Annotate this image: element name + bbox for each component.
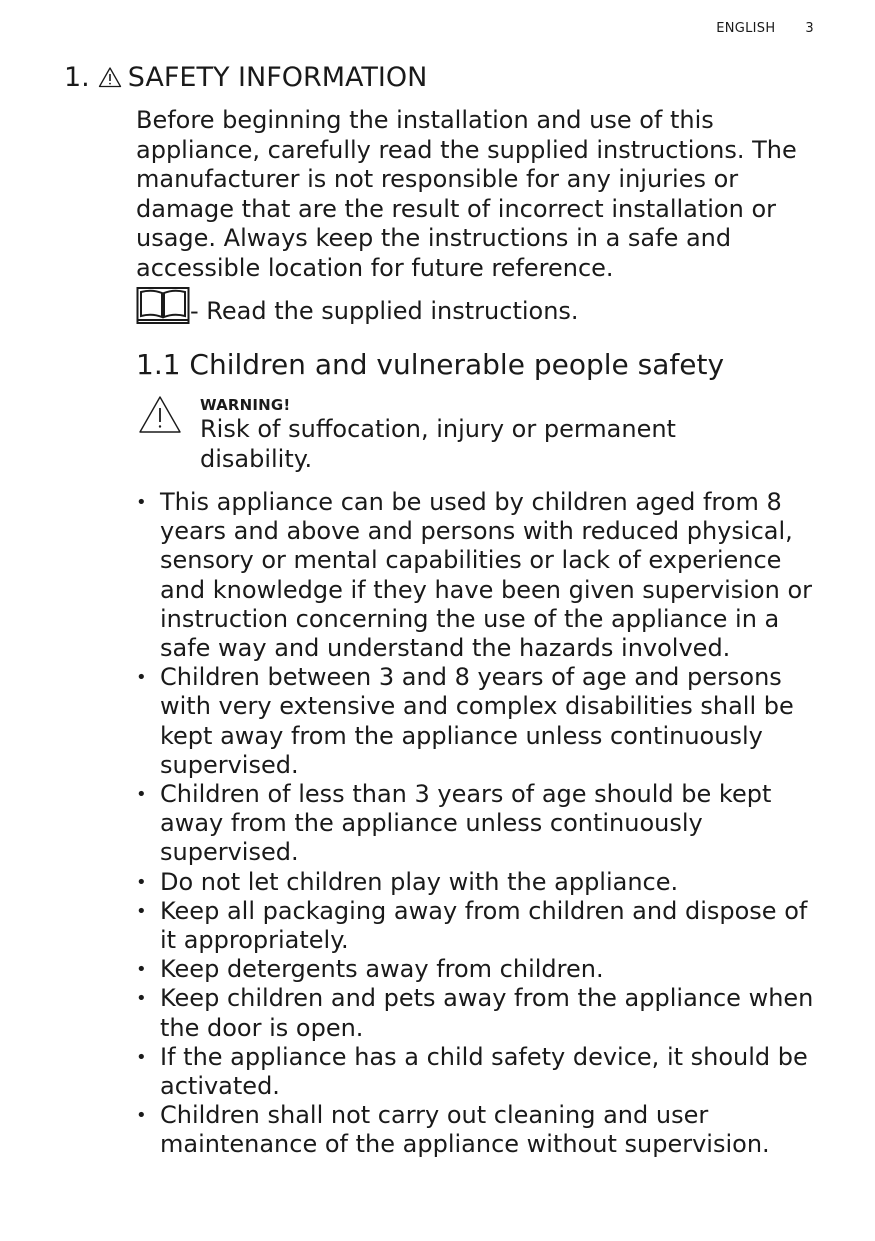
intro-paragraph: Before beginning the installation and use of this appliance, carefully read the supplied instructions. The manufacturer is not responsible for any injuries or damage that are the result of incorrect installation or usage. Always keep the instructions in a safe and accessible location for future reference. bbox=[136, 106, 797, 282]
warning-label: WARNING! bbox=[200, 396, 291, 414]
safety-list bbox=[136, 488, 826, 1160]
list-item: • Do not let children play with the appliance. bbox=[136, 868, 826, 897]
warning-text: Risk of suffocation, injury or permanent disability. bbox=[200, 415, 676, 473]
read-instructions-text: - Read the supplied instructions. bbox=[190, 297, 579, 325]
list-item: • Children of less than 3 years of age should be kept away from the appliance unless continuously supervised. bbox=[136, 780, 826, 868]
page-number: 3 bbox=[805, 21, 814, 36]
language-label: ENGLISH bbox=[716, 21, 776, 36]
warning-triangle-icon bbox=[98, 66, 122, 88]
book-icon bbox=[136, 286, 190, 326]
list-item: • Keep all packaging away from children and dispose of it appropriately. bbox=[136, 897, 826, 955]
read-instructions-row bbox=[136, 286, 579, 326]
list-item: • This appliance can be used by children aged from 8 years and above and persons with reduced physical, sensory or mental capabilities or lack of experience and knowledge if they have been given supervision or instruction concerning the use of the appliance in a safe way and understand the hazards involved. bbox=[136, 488, 826, 663]
list-item: • If the appliance has a child safety device, it should be activated. bbox=[136, 1043, 826, 1101]
section-title bbox=[64, 60, 427, 96]
page-header bbox=[716, 21, 814, 36]
list-item: • Keep detergents away from children. bbox=[136, 955, 826, 984]
list-item: • Children shall not carry out cleaning and user maintenance of the appliance without supervision. bbox=[136, 1101, 826, 1159]
list-item: • Children between 3 and 8 years of age and persons with very extensive and complex disabilities shall be kept away from the appliance unless continuously supervised. bbox=[136, 663, 826, 780]
list-item: • Keep children and pets away from the appliance when the door is open. bbox=[136, 984, 826, 1042]
warning-triangle-icon bbox=[138, 395, 182, 435]
subsection-title: 1.1 Children and vulnerable people safety bbox=[136, 348, 725, 381]
section-number: 1. bbox=[64, 62, 90, 93]
section-title-text: SAFETY INFORMATION bbox=[127, 62, 428, 93]
